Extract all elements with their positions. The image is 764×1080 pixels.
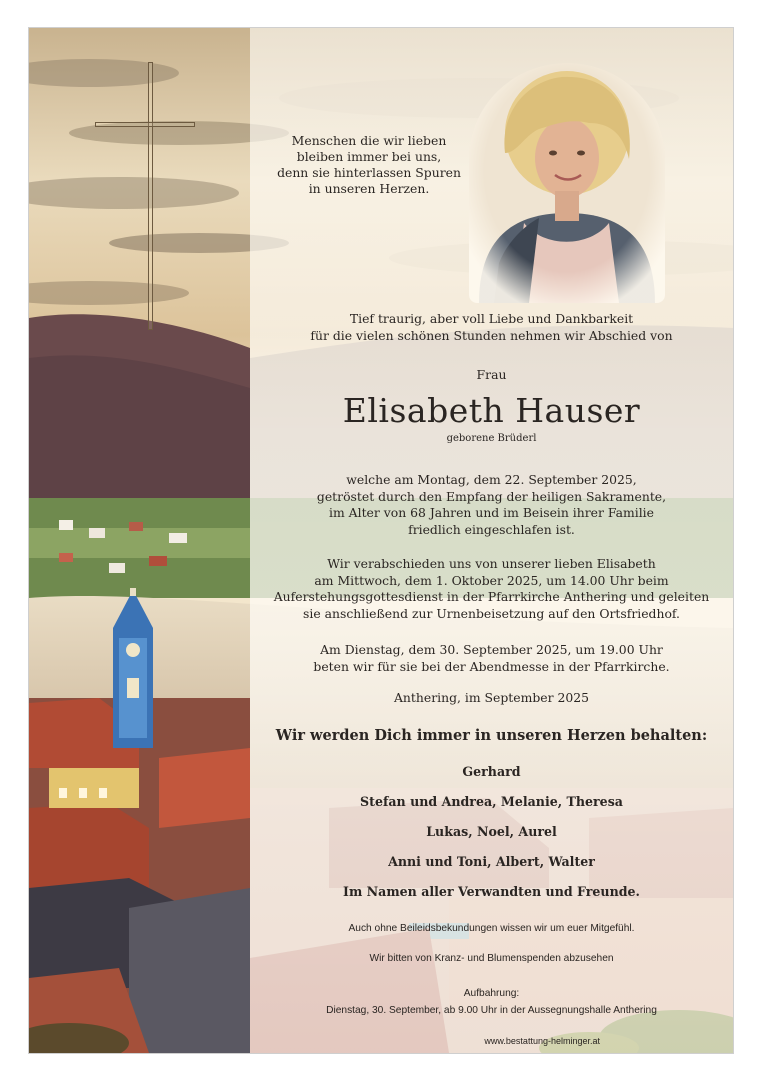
mourner-entry: Lukas, Noel, Aurel xyxy=(426,824,557,839)
obituary-card xyxy=(28,27,734,1054)
mass-line: beten wir für sie bei der Abendmesse in der Pfarrkirche. xyxy=(313,658,670,674)
mourners-list xyxy=(250,757,733,907)
death-line: welche am Montag, dem 22. September 2025, xyxy=(346,472,637,487)
death-line: getröstet durch den Empfang der heiligen Sakramente, xyxy=(316,488,667,504)
memorial-quote xyxy=(269,133,469,197)
mourner-entry: Stefan und Andrea, Melanie, Theresa xyxy=(360,794,623,809)
death-line: im Alter von 68 Jahren und im Beisein ihrer Familie xyxy=(329,505,654,520)
death-line: friedlich eingeschlafen ist. xyxy=(408,521,575,537)
condolences-note: Auch ohne Beileidsbekundungen wissen wir um euer Mitgefühl. xyxy=(348,923,635,934)
funeral-line: Wir verabschieden uns von unserer lieben Elisabeth xyxy=(327,556,656,571)
intro-line: für die vielen schönen Stunden nehmen wir Abschied von xyxy=(310,327,673,343)
quote-line: bleiben immer bei uns, xyxy=(296,149,442,164)
place-date: Anthering, im September 2025 xyxy=(393,690,590,705)
cross-icon xyxy=(148,62,153,330)
mourner-entry: Gerhard xyxy=(462,764,521,779)
mass-line: Am Dienstag, dem 30. September 2025, um 19.00 Uhr xyxy=(320,642,663,657)
funeral-line: sie anschließend zur Urnenbeisetzung auf den Ortsfriedhof. xyxy=(303,605,680,621)
intro-text xyxy=(250,311,733,344)
laying-out-text: Dienstag, 30. September, ab 9.00 Uhr in der Aussegnungshalle Anthering xyxy=(326,1005,657,1016)
flowers-note: Wir bitten von Kranz- und Blumenspenden abzusehen xyxy=(369,953,614,964)
funeral-notice xyxy=(250,556,733,622)
quote-line: denn sie hinterlassen Spuren xyxy=(277,165,461,180)
intro-line: Tief traurig, aber voll Liebe und Dankbarkeit xyxy=(349,311,634,326)
maiden-name: geborene Brüderl xyxy=(446,433,537,444)
quote-line: Menschen die wir lieben xyxy=(291,133,447,148)
cross-icon-bar xyxy=(95,122,195,127)
mourner-entry: Anni und Toni, Albert, Walter xyxy=(388,854,595,869)
death-notice xyxy=(250,472,733,538)
mourner-entry: Im Namen aller Verwandten und Freunde. xyxy=(343,884,640,899)
mass-notice xyxy=(250,642,733,675)
laying-out-title: Aufbahrung: xyxy=(463,988,520,999)
salutation: Frau xyxy=(476,367,507,382)
portrait-photo xyxy=(469,63,665,303)
funeral-home-website[interactable]: www.bestattung-helminger.at xyxy=(484,1036,600,1046)
funeral-line: am Mittwoch, dem 1. Oktober 2025, um 14.00 Uhr beim xyxy=(314,572,669,588)
quote-line: in unseren Herzen. xyxy=(308,181,430,196)
remembrance-heading: Wir werden Dich immer in unseren Herzen behalten: xyxy=(275,727,708,744)
funeral-line: Auferstehungsgottesdienst in der Pfarrkirche Anthering und geleiten xyxy=(273,589,710,604)
deceased-name: Elisabeth Hauser xyxy=(342,391,641,430)
